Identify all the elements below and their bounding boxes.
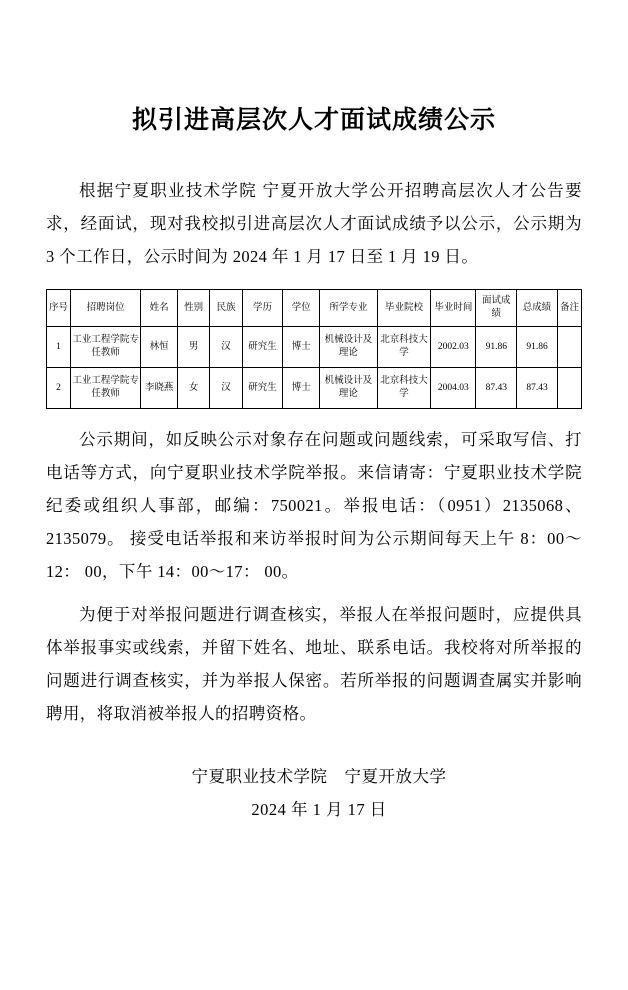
page-title: 拟引进高层次人才面试成绩公示: [131, 107, 496, 134]
column-header-education: 学历: [242, 290, 283, 327]
cell-post: 工业工程学院专任教师: [70, 327, 140, 368]
cell-interview-score: 87.43: [476, 368, 517, 409]
cell-gender: 男: [177, 327, 209, 368]
column-header-index: 序号: [47, 290, 71, 327]
cell-name: 林恒: [141, 327, 178, 368]
column-header-name: 姓名: [141, 290, 178, 327]
column-header-major: 所学专业: [320, 290, 378, 327]
cell-index: 1: [47, 327, 71, 368]
cell-school: 北京科技大学: [377, 327, 431, 368]
paragraph-reporting: 公示期间，如反映公示对象存在问题或问题线索，可采取写信、打电话等方式，向宁夏职业技术学院举报。来信请寄：宁夏职业技术学院纪委或组织人事部，邮编：750021。举报电话：（0951）2135068、2135079。 接受电话举报和来访举报时间为公示期间每天上午 8：00～12： 00，下午 14：00～17： 00。: [46, 430, 582, 581]
cell-remark: [557, 368, 581, 409]
table-header-row: [47, 290, 582, 327]
cell-major: 机械设计及理论: [320, 327, 378, 368]
column-header-degree: 学位: [283, 290, 320, 327]
signature-date: 2024 年 1 月 17 日: [251, 800, 387, 819]
cell-graduation-time: 2002.03: [431, 327, 476, 368]
column-header-school: 毕业院校: [377, 290, 431, 327]
grades-table: [46, 289, 582, 409]
cell-education: 研究生: [242, 368, 283, 409]
column-header-post: 招聘岗位: [70, 290, 140, 327]
column-header-remark: 备注: [557, 290, 581, 327]
cell-nation: 汉: [210, 327, 242, 368]
column-header-nation: 民族: [210, 290, 242, 327]
cell-total-score: 87.43: [517, 368, 558, 409]
column-header-gender: 性别: [177, 290, 209, 327]
signature-organization: 宁夏职业技术学院 宁夏开放大学: [191, 767, 447, 786]
cell-degree: 博士: [283, 368, 320, 409]
paragraph-intro: 根据宁夏职业技术学院 宁夏开放大学公开招聘高层次人才公告要求，经面试，现对我校拟引进高层次人才面试成绩予以公示，公示期为 3 个工作日，公示时间为 2024 年 1 月 17 日至 1 月 19 日。: [46, 181, 582, 266]
column-header-interview-score: 面试成绩: [476, 290, 517, 327]
cell-degree: 博士: [283, 327, 320, 368]
cell-post: 工业工程学院专任教师: [70, 368, 140, 409]
table-row: [47, 327, 582, 368]
table-row: [47, 368, 582, 409]
cell-index: 2: [47, 368, 71, 409]
document-page: [0, 100, 628, 990]
cell-school: 北京科技大学: [377, 368, 431, 409]
signature-block: [46, 760, 582, 826]
column-header-total-score: 总成绩: [517, 290, 558, 327]
cell-gender: 女: [177, 368, 209, 409]
cell-graduation-time: 2004.03: [431, 368, 476, 409]
cell-name: 李晓燕: [141, 368, 178, 409]
cell-nation: 汉: [210, 368, 242, 409]
paragraph-investigation: 为便于对举报问题进行调查核实，举报人在举报问题时，应提供具体举报事实或线索，并留下姓名、地址、联系电话。我校将对所举报的问题进行调查核实，并为举报人保密。若所举报的问题调查属实并影响聘用，将取消被举报人的招聘资格。: [46, 605, 582, 723]
cell-major: 机械设计及理论: [320, 368, 378, 409]
cell-remark: [557, 327, 581, 368]
column-header-graduation-time: 毕业时间: [431, 290, 476, 327]
cell-interview-score: 91.86: [476, 327, 517, 368]
cell-education: 研究生: [242, 327, 283, 368]
cell-total-score: 91.86: [517, 327, 558, 368]
